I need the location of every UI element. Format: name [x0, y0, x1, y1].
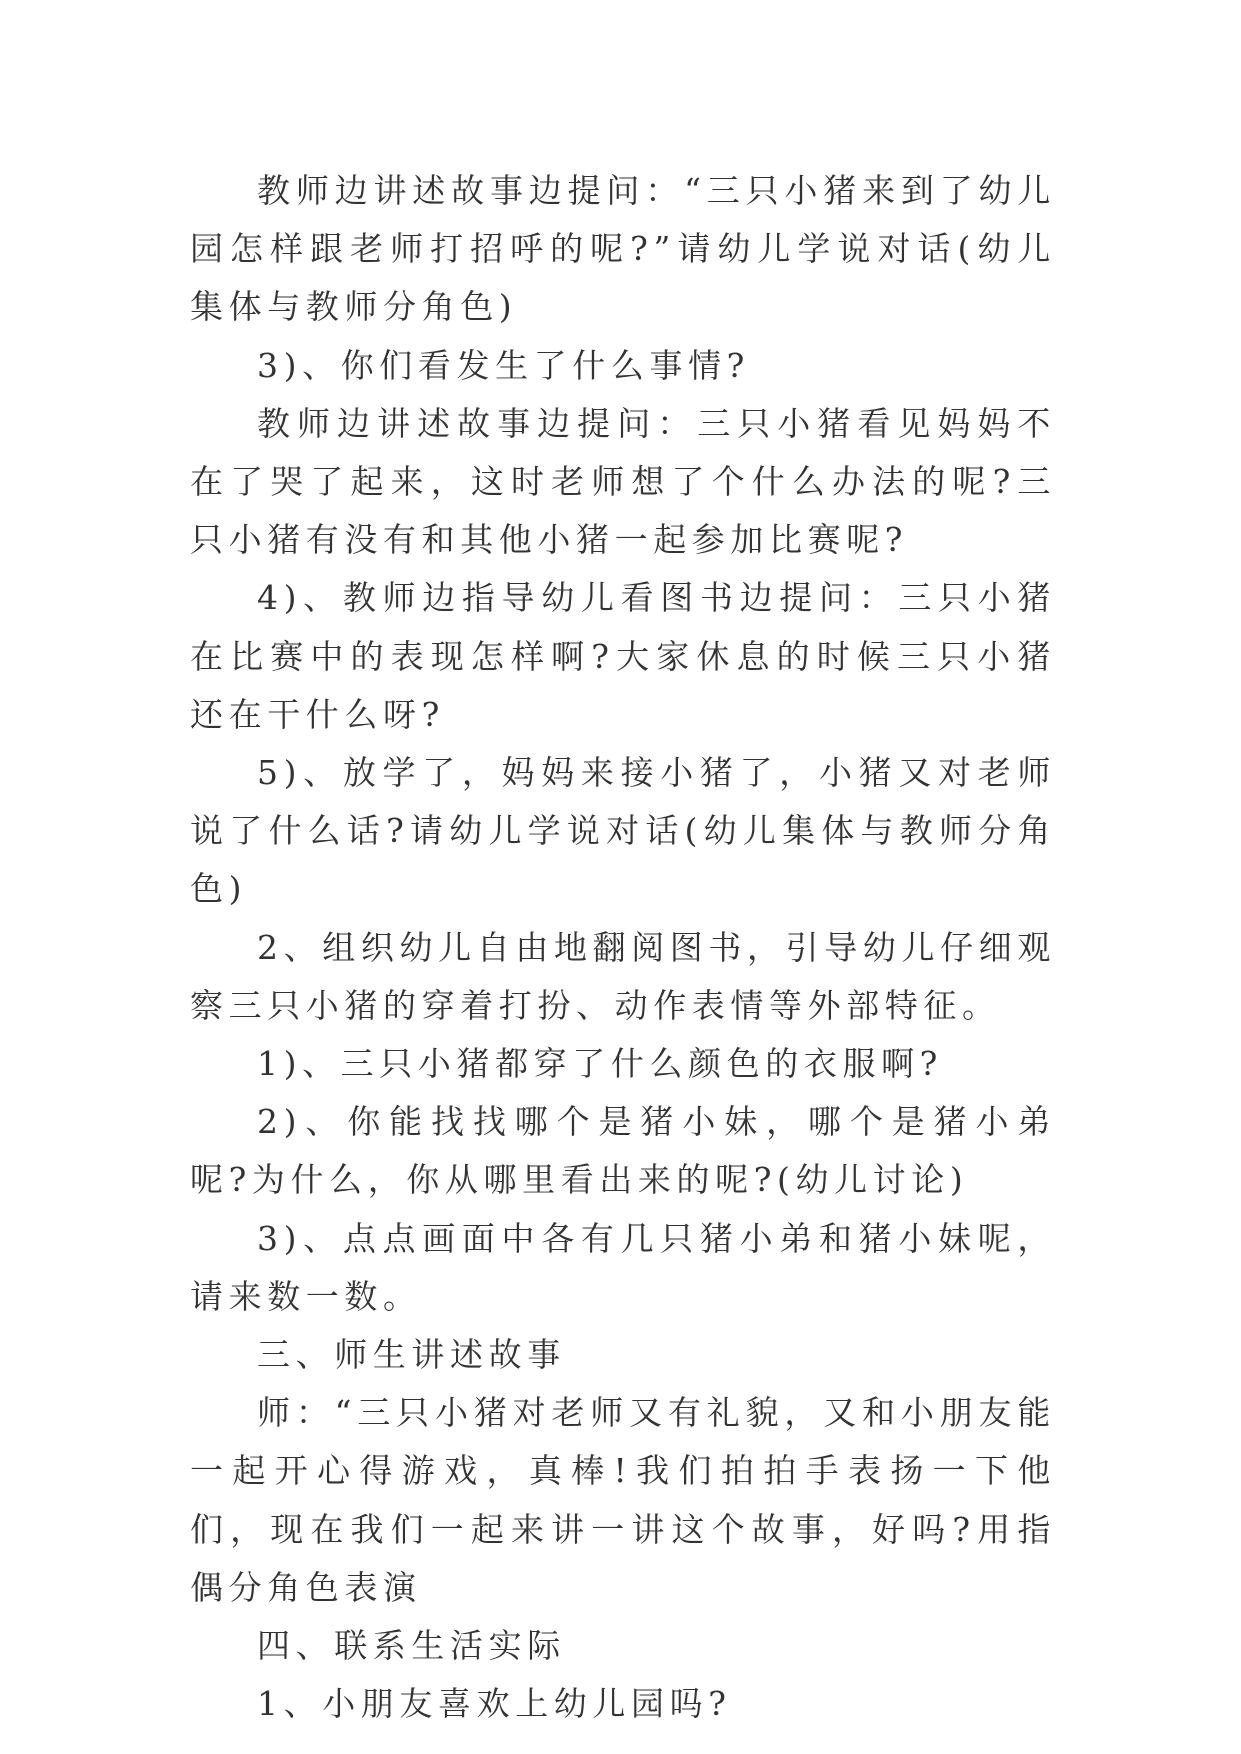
section-heading-real-life: 四、联系生活实际	[257, 1626, 566, 1666]
paragraph-item-2-browse-books: 2、组织幼儿自由地翻阅图书，引导幼儿仔细观察三只小猪的穿着打扮、动作表情等外部特征。	[190, 927, 1056, 1025]
paragraph-q2-find-sister-brother: 2)、你能找找哪个是猪小妹，哪个是猪小弟呢?为什么，你从哪里看出来的呢?(幼儿讨论)	[190, 1102, 1056, 1200]
paragraph-q-like-kindergarten: 1、小朋友喜欢上幼儿园吗?	[257, 1684, 732, 1724]
paragraph-step-4-competition: 4)、教师边指导幼儿看图书边提问：三只小猪在比赛中的表现怎样啊?大家休息的时候三只小猪还在干什么呀?	[190, 578, 1056, 734]
paragraph-teacher-question-greeting: 教师边讲述故事边提问：“三只小猪来到了幼儿园怎样跟老师打招呼的呢?”请幼儿学说对话(幼儿集体与教师分角色)	[190, 171, 1056, 327]
paragraph-step-3-what-happened: 3)、你们看发生了什么事情?	[257, 345, 750, 385]
paragraph-q3-count-pigs: 3)、点点画面中各有几只猪小弟和猪小妹呢，请来数一数。	[190, 1218, 1056, 1316]
document-body	[190, 162, 1056, 1733]
paragraph-teacher-praise: 师：“三只小猪对老师又有礼貌，又和小朋友能一起开心得游戏，真棒!我们拍拍手表扬一下他们，现在我们一起来讲一讲这个故事，好吗?用指偶分角色表演	[190, 1393, 1056, 1607]
section-heading-storytelling: 三、师生讲述故事	[257, 1335, 566, 1375]
paragraph-teacher-question-crying: 教师边讲述故事边提问：三只小猪看见妈妈不在了哭了起来，这时老师想了个什么办法的呢?三只小猪有没有和其他小猪一起参加比赛呢?	[190, 403, 1056, 560]
paragraph-step-5-after-school: 5)、放学了，妈妈来接小猪了，小猪又对老师说了什么话?请幼儿学说对话(幼儿集体与教师分角色)	[190, 753, 1056, 909]
paragraph-q1-clothes-color: 1)、三只小猪都穿了什么颜色的衣服啊?	[257, 1044, 943, 1084]
